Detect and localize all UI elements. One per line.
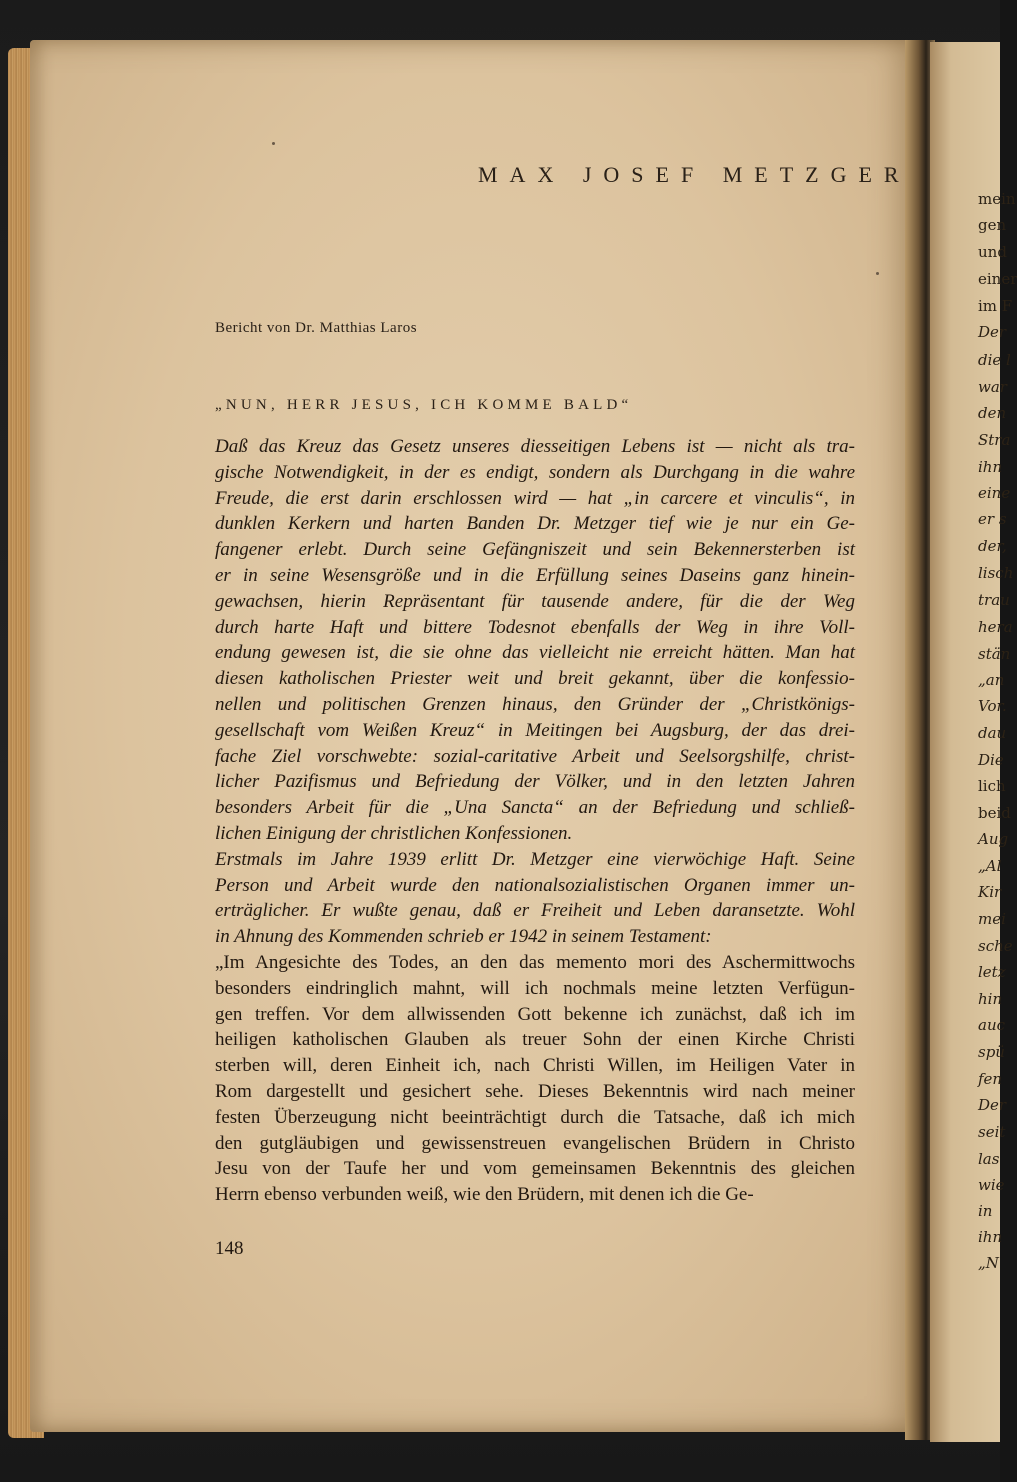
right-page-text-fragment: sche bbox=[978, 937, 1013, 955]
right-page-text-fragment: eine bbox=[978, 484, 1011, 502]
text-line: Daß das Kreuz das Gesetz unseres diesseitigen Lebens ist — nicht als tra- bbox=[215, 436, 855, 457]
right-page-text-fragment: beid bbox=[978, 804, 1011, 822]
right-page-text-fragment: „an bbox=[978, 671, 1005, 689]
text-line: er in seine Wesensgröße und in die Erfüllung seines Daseins ganz hinein- bbox=[215, 564, 855, 586]
right-page-text-fragment: Stra bbox=[978, 431, 1011, 449]
right-page-text-fragment: einer bbox=[978, 270, 1017, 288]
right-page-text-fragment: Vor. bbox=[978, 697, 1007, 715]
italic-paragraph-intro bbox=[215, 434, 855, 847]
right-page-text-fragment: mei bbox=[978, 910, 1006, 928]
right-page-text-fragment: wie bbox=[978, 1176, 1005, 1194]
testament-quote-paragraph bbox=[215, 950, 855, 1208]
right-page-text-fragment: „Al bbox=[978, 857, 1002, 875]
right-page-text-fragment: er s bbox=[978, 510, 1007, 528]
right-page-text-fragment: hera bbox=[978, 618, 1013, 636]
right-page-text-fragment: lisch bbox=[978, 564, 1014, 582]
text-line: besonders eindringlich mahnt, will ich nochmals meine letzten Verfügun- bbox=[215, 977, 855, 999]
right-page-text-fragment: Aug bbox=[978, 830, 1009, 848]
text-line: Jesu von der Taufe her und vom gemeinsamen Bekenntnis des gleichen bbox=[215, 1158, 855, 1180]
right-page-text-fragment: seit bbox=[978, 1123, 1006, 1141]
right-page-text-fragment: der, bbox=[978, 537, 1007, 555]
right-page-text-fragment: trau bbox=[978, 591, 1010, 609]
right-page-text-fragment: ihn bbox=[978, 1228, 1003, 1246]
text-line: Rom dargestellt und gesichert sehe. Dieses Bekenntnis wird nach meiner bbox=[215, 1080, 855, 1102]
section-title: „NUN, HERR JESUS, ICH KOMME BALD“ bbox=[215, 397, 633, 413]
text-line: endung gewesen ist, die sie ohne das vielleicht nie erreicht hätten. Man hat bbox=[215, 642, 855, 664]
text-line: lichen Einigung der christlichen Konfessionen. bbox=[215, 822, 573, 844]
text-line: den gutgläubigen und gewissenstreuen evangelischen Brüdern in Christo bbox=[215, 1132, 855, 1154]
text-line: nellen und politischen Grenzen hinaus, den Gründer der „Christkönigs- bbox=[215, 693, 855, 715]
text-line: besonders Arbeit für die „Una Sancta“ an der Befriedung und schließ- bbox=[215, 797, 855, 819]
right-page-text-fragment: „N bbox=[978, 1254, 999, 1272]
text-line: gesellschaft vom Weißen Kreuz“ in Meitingen bei Augsburg, der das drei- bbox=[215, 719, 855, 741]
text-line: Person und Arbeit wurde den nationalsozialistischen Organen immer un- bbox=[215, 874, 855, 896]
right-page-text-fragment: lich bbox=[978, 777, 1006, 795]
right-page-text-fragment: mein bbox=[978, 190, 1016, 208]
right-page-text-fragment: hin bbox=[978, 990, 1003, 1008]
right-page-text-fragment: in bbox=[978, 1202, 993, 1220]
right-page-text-fragment: den bbox=[978, 404, 1007, 422]
text-line: „Im Angesichte des Todes, an den das memento mori des Aschermittwochs bbox=[215, 951, 855, 973]
text-line: sterben will, deren Einheit ich, nach Christi Willen, im Heiligen Vater in bbox=[215, 1055, 855, 1077]
right-page-text-fragment: die l bbox=[978, 351, 1011, 369]
right-page-text-fragment: Die bbox=[978, 751, 1004, 769]
main-text bbox=[215, 434, 855, 1208]
right-page-text-fragment: las bbox=[978, 1150, 1000, 1168]
text-line: gen treffen. Vor dem allwissenden Gott bekenne ich zunächst, daß ich im bbox=[215, 1003, 855, 1025]
right-page-text-fragment: spü bbox=[978, 1043, 1005, 1061]
text-line: in Ahnung des Kommenden schrieb er 1942 in seinem Testament: bbox=[215, 926, 712, 948]
text-line: erträglicher. Er wußte genau, daß er Freiheit und Leben daransetzte. Wohl bbox=[215, 900, 855, 922]
right-page-text-fragment: stän bbox=[978, 645, 1011, 663]
right-page-text-fragment: letz bbox=[978, 963, 1006, 981]
right-page-text-fragment: Der bbox=[978, 1096, 1007, 1114]
text-line: gische Notwendigkeit, in der es endigt, sondern als Durchgang in die wahre bbox=[215, 461, 855, 483]
author-byline: Bericht von Dr. Matthias Laros bbox=[215, 320, 418, 336]
running-header: MAX JOSEF METZGER bbox=[478, 162, 911, 187]
page-number: 148 bbox=[215, 1238, 244, 1259]
text-line: fache Ziel vorschwebte: sozial-caritative Arbeit und Seelsorgshilfe, christ- bbox=[215, 745, 855, 767]
text-line: Herrn ebenso verbunden weiß, wie den Brüdern, mit denen ich die Ge- bbox=[215, 1184, 754, 1206]
right-page-text-fragment: im F bbox=[978, 297, 1013, 315]
text-line: licher Pazifismus und Befriedung der Völker, und in den letzten Jahren bbox=[215, 771, 855, 793]
text-line: Freude, die erst darin erschlossen wird — hat „in carcere et vinculis“, in bbox=[215, 487, 855, 509]
text-line: gewachsen, hierin Repräsentant für tausende andere, für die der Weg bbox=[215, 590, 855, 612]
page-speck bbox=[272, 142, 275, 145]
text-line: fangener erlebt. Durch seine Gefängniszeit und sein Bekennersterben ist bbox=[215, 539, 855, 561]
text-line: festen Überzeugung nicht beeinträchtigt durch die Tatsache, daß ich mich bbox=[215, 1106, 855, 1128]
right-page-text-fragment: dau bbox=[978, 724, 1007, 742]
page-speck bbox=[876, 272, 879, 275]
text-line: Erstmals im Jahre 1939 erlitt Dr. Metzger eine vierwöchige Haft. Seine bbox=[215, 848, 855, 870]
text-line: heiligen katholischen Glauben als treuer Sohn der einen Kirche Christi bbox=[215, 1029, 855, 1051]
text-line: diesen katholischen Priester weit und breit gekannt, über die konfessio- bbox=[215, 668, 855, 690]
right-page-text-fragment: war bbox=[978, 378, 1007, 396]
right-page-text-fragment: und bbox=[978, 243, 1007, 261]
right-page-text-fragment: fen bbox=[978, 1070, 1003, 1088]
right-page-text-fragment: gen bbox=[978, 216, 1007, 234]
text-line: dunklen Kerkern und harten Banden Dr. Metzger tief wie je nur ein Ge- bbox=[215, 513, 855, 535]
right-page-text-fragment: ihn bbox=[978, 458, 1003, 476]
right-page-text-fragment: Der bbox=[978, 323, 1007, 341]
right-page-text-fragment: auc bbox=[978, 1016, 1006, 1034]
italic-paragraph-arrest bbox=[215, 847, 855, 950]
right-page-text-fragment: Kir bbox=[978, 883, 1002, 901]
text-line: durch harte Haft und bittere Todesnot ebenfalls der Weg in ihre Voll- bbox=[215, 616, 855, 638]
